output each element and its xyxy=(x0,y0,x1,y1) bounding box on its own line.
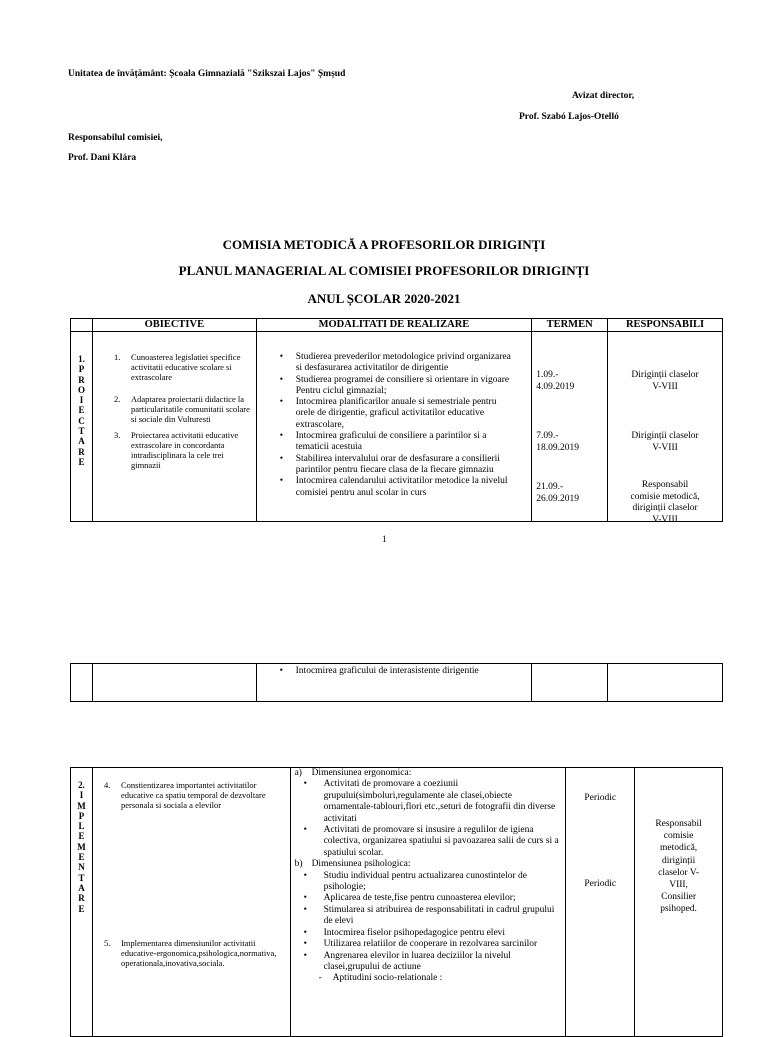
activity-item: • Stimularea si atribuirea de responsabilitati in cadrul grupului de elevi xyxy=(303,904,555,927)
term-value: 1.09.- 4.09.2019 xyxy=(536,370,575,392)
header-blank xyxy=(71,319,93,332)
activity-item: • Studierea prevederilor metodologice privind organizarea si desfasurarea activitatilor de dirigentie xyxy=(279,352,511,374)
activity-item: • Intocmirea calendarului activitatilor metodice la nivelul comisiei pentru anul scolar in curs xyxy=(279,476,508,498)
phase-letter: M xyxy=(77,841,86,852)
phase-letter: R xyxy=(78,374,85,385)
title-commission: COMISIA METODICĂ A PROFESORILOR DIRIGINȚI xyxy=(222,237,546,252)
phase-letter: E xyxy=(78,405,85,416)
activity-item: • Angrenarea elevilor in luarea deciziilor la nivelul clasei,grupului de actiune xyxy=(303,950,511,972)
phase-letter: T xyxy=(78,426,85,437)
phase-letter: 1. xyxy=(78,354,85,364)
objectives-cell xyxy=(92,768,290,1037)
activity-note: Pentru ciclul gimnazial; xyxy=(295,385,387,396)
activity-item: • Intocmirea fiselor psihopedagogice pentru elevi xyxy=(303,927,506,938)
plan-table-projection xyxy=(70,318,723,525)
phase-label-implementation xyxy=(71,768,93,1037)
phase-letter: N xyxy=(78,862,85,873)
responsible-name: Prof. Dani Klára xyxy=(68,153,137,163)
phase-letter: E xyxy=(78,831,85,842)
phase-letter: R xyxy=(78,446,85,457)
objective-item: 1. Cunoasterea legislatiei specifice activitatii educative scolare si extrascolare xyxy=(113,352,241,382)
methods-cell xyxy=(256,332,531,522)
page-number: 1 xyxy=(382,534,387,544)
header-responsibles: RESPONSABILI xyxy=(608,319,723,332)
dimension-heading: a) Dimensiunea ergonomica: xyxy=(294,768,412,778)
blank-cell xyxy=(532,664,608,702)
plan-table-implementation xyxy=(70,767,723,1037)
responsible-value: Diriginții claselor V-VIII xyxy=(631,370,699,392)
methods-cell xyxy=(256,664,532,702)
term-value: Periodic xyxy=(584,879,617,889)
activity-item: • Utilizarea relatiilor de cooperare in rezolvarea sarcinilor xyxy=(303,939,538,950)
phase-letter: A xyxy=(78,436,85,447)
activity-item: • Intocmirea graficului de interasistente dirigentie xyxy=(279,666,479,676)
responsible-label: Responsabilul comisiei, xyxy=(68,133,163,143)
header-objectives: OBIECTIVE xyxy=(92,319,256,332)
term-value: Periodic xyxy=(584,793,617,803)
objectives-cell xyxy=(92,332,256,522)
term-value: 7.09.- 18.09.2019 xyxy=(536,431,579,453)
header-term: TERMEN xyxy=(532,319,608,332)
director-name: Prof. Szabó Lajos-Otelló xyxy=(519,112,619,122)
responsible-value: Responsabil comisie metodică, diriginții claselor V- VIII, Consilier psihoped. xyxy=(655,819,702,915)
phase-letter: P xyxy=(78,810,85,821)
phase-letter: T xyxy=(78,872,85,883)
title-school-year: ANUL ȘCOLAR 2020-2021 xyxy=(307,291,461,306)
activity-item: • Activitati de promovare si insusire a regulilor de igiena colectiva, organizarea spatiului si pavoazarea salii de curs si a spatiului scolar. xyxy=(303,825,559,858)
methods-cell xyxy=(290,768,566,1037)
objective-item: 3. Proiectarea activitatii educative extrascolare in concordanta intradisciplinara la cele trei gimnazii xyxy=(113,430,239,470)
phase-letter: E xyxy=(78,852,85,863)
phase-letter: O xyxy=(77,384,85,395)
activity-item: • Studierea programei de consiliere si orientare in vigoare xyxy=(279,374,510,385)
phase-letter: I xyxy=(79,395,84,406)
blank-cell xyxy=(71,664,93,702)
responsibles-cell xyxy=(608,332,723,525)
phase-letter: R xyxy=(78,893,85,904)
phase-letter: C xyxy=(78,415,85,426)
blank-cell xyxy=(92,664,256,702)
term-cell xyxy=(532,332,608,522)
plan-table-continuation xyxy=(70,663,723,702)
term-value: 21.09.- 26.09.2019 xyxy=(536,482,579,504)
phase-letter: E xyxy=(78,456,85,467)
activity-item: • Aplicarea de teste,fise pentru cunoasterea elevilor; xyxy=(303,893,516,904)
blank-cell xyxy=(608,664,723,702)
activity-item: • Studiu individual pentru actualizarea cunostintelor de psihologie; xyxy=(303,870,527,893)
objective-item: 5. Implementarea dimensiunilor activitatii educative-ergonomica,psihologica,normativa, operationala,inovativa,sociala. xyxy=(103,938,277,968)
phase-letter: E xyxy=(78,903,85,914)
term-cell xyxy=(566,768,635,1037)
objective-item: 4. Constientizarea importantei activitatilor educative ca spatiu temporal de dezvoltare personala si sociala a elevilor xyxy=(103,780,266,810)
activity-item: • Activitati de promovare a coeziunii grupului(simboluri,regulamente ale clasei,obiecte ornamentale-tablouri,flori etc.,seturi de fotografii din diverse activitati xyxy=(303,779,556,824)
responsible-value: Diriginții claselor V-VIII xyxy=(631,431,699,453)
activity-item: • Intocmirea planificarilor anuale si semestriale pentru orele de dirigentie, graficul activitatilor educative extrascolare, xyxy=(279,397,497,430)
phase-letter: M xyxy=(77,800,86,811)
header-methods: MODALITATI DE REALIZARE xyxy=(256,319,531,332)
responsible-value: Responsabil comisie metodică, diriginții claselor V-VIII xyxy=(630,480,700,525)
phase-letter: I xyxy=(79,790,84,801)
activity-item: - Aptitudini socio-relationale : xyxy=(318,973,443,984)
school-unit: Unitatea de învățământ: Școala Gimnazială "Szikszai Lajos" Șmșud xyxy=(68,69,346,79)
dimension-heading: b) Dimensiunea psihologica: xyxy=(294,859,411,870)
phase-letter: L xyxy=(78,821,85,832)
activity-item: • Stabilirea intervalului orar de desfasurare a consilierii parintilor pentru fiecare clasa de la fiecare gimnaziu xyxy=(279,453,500,475)
responsibles-cell xyxy=(635,768,723,1037)
objective-item: 2. Adaptarea proiectarii didactice la particularitatile comunitatii scolare si sociale din Vulturesti xyxy=(113,394,250,424)
phase-letter: 2. xyxy=(78,780,85,790)
phase-letter: A xyxy=(78,882,85,893)
approval-label: Avizat director, xyxy=(572,91,635,101)
phase-letter: P xyxy=(78,364,85,375)
phase-label-projection xyxy=(71,332,93,522)
activity-item: • Intocmirea graficului de consiliere a parintilor si a tematicii acestuia xyxy=(279,431,487,453)
title-plan: PLANUL MANAGERIAL AL COMISIEI PROFESORILOR DIRIGINȚI xyxy=(178,263,590,278)
